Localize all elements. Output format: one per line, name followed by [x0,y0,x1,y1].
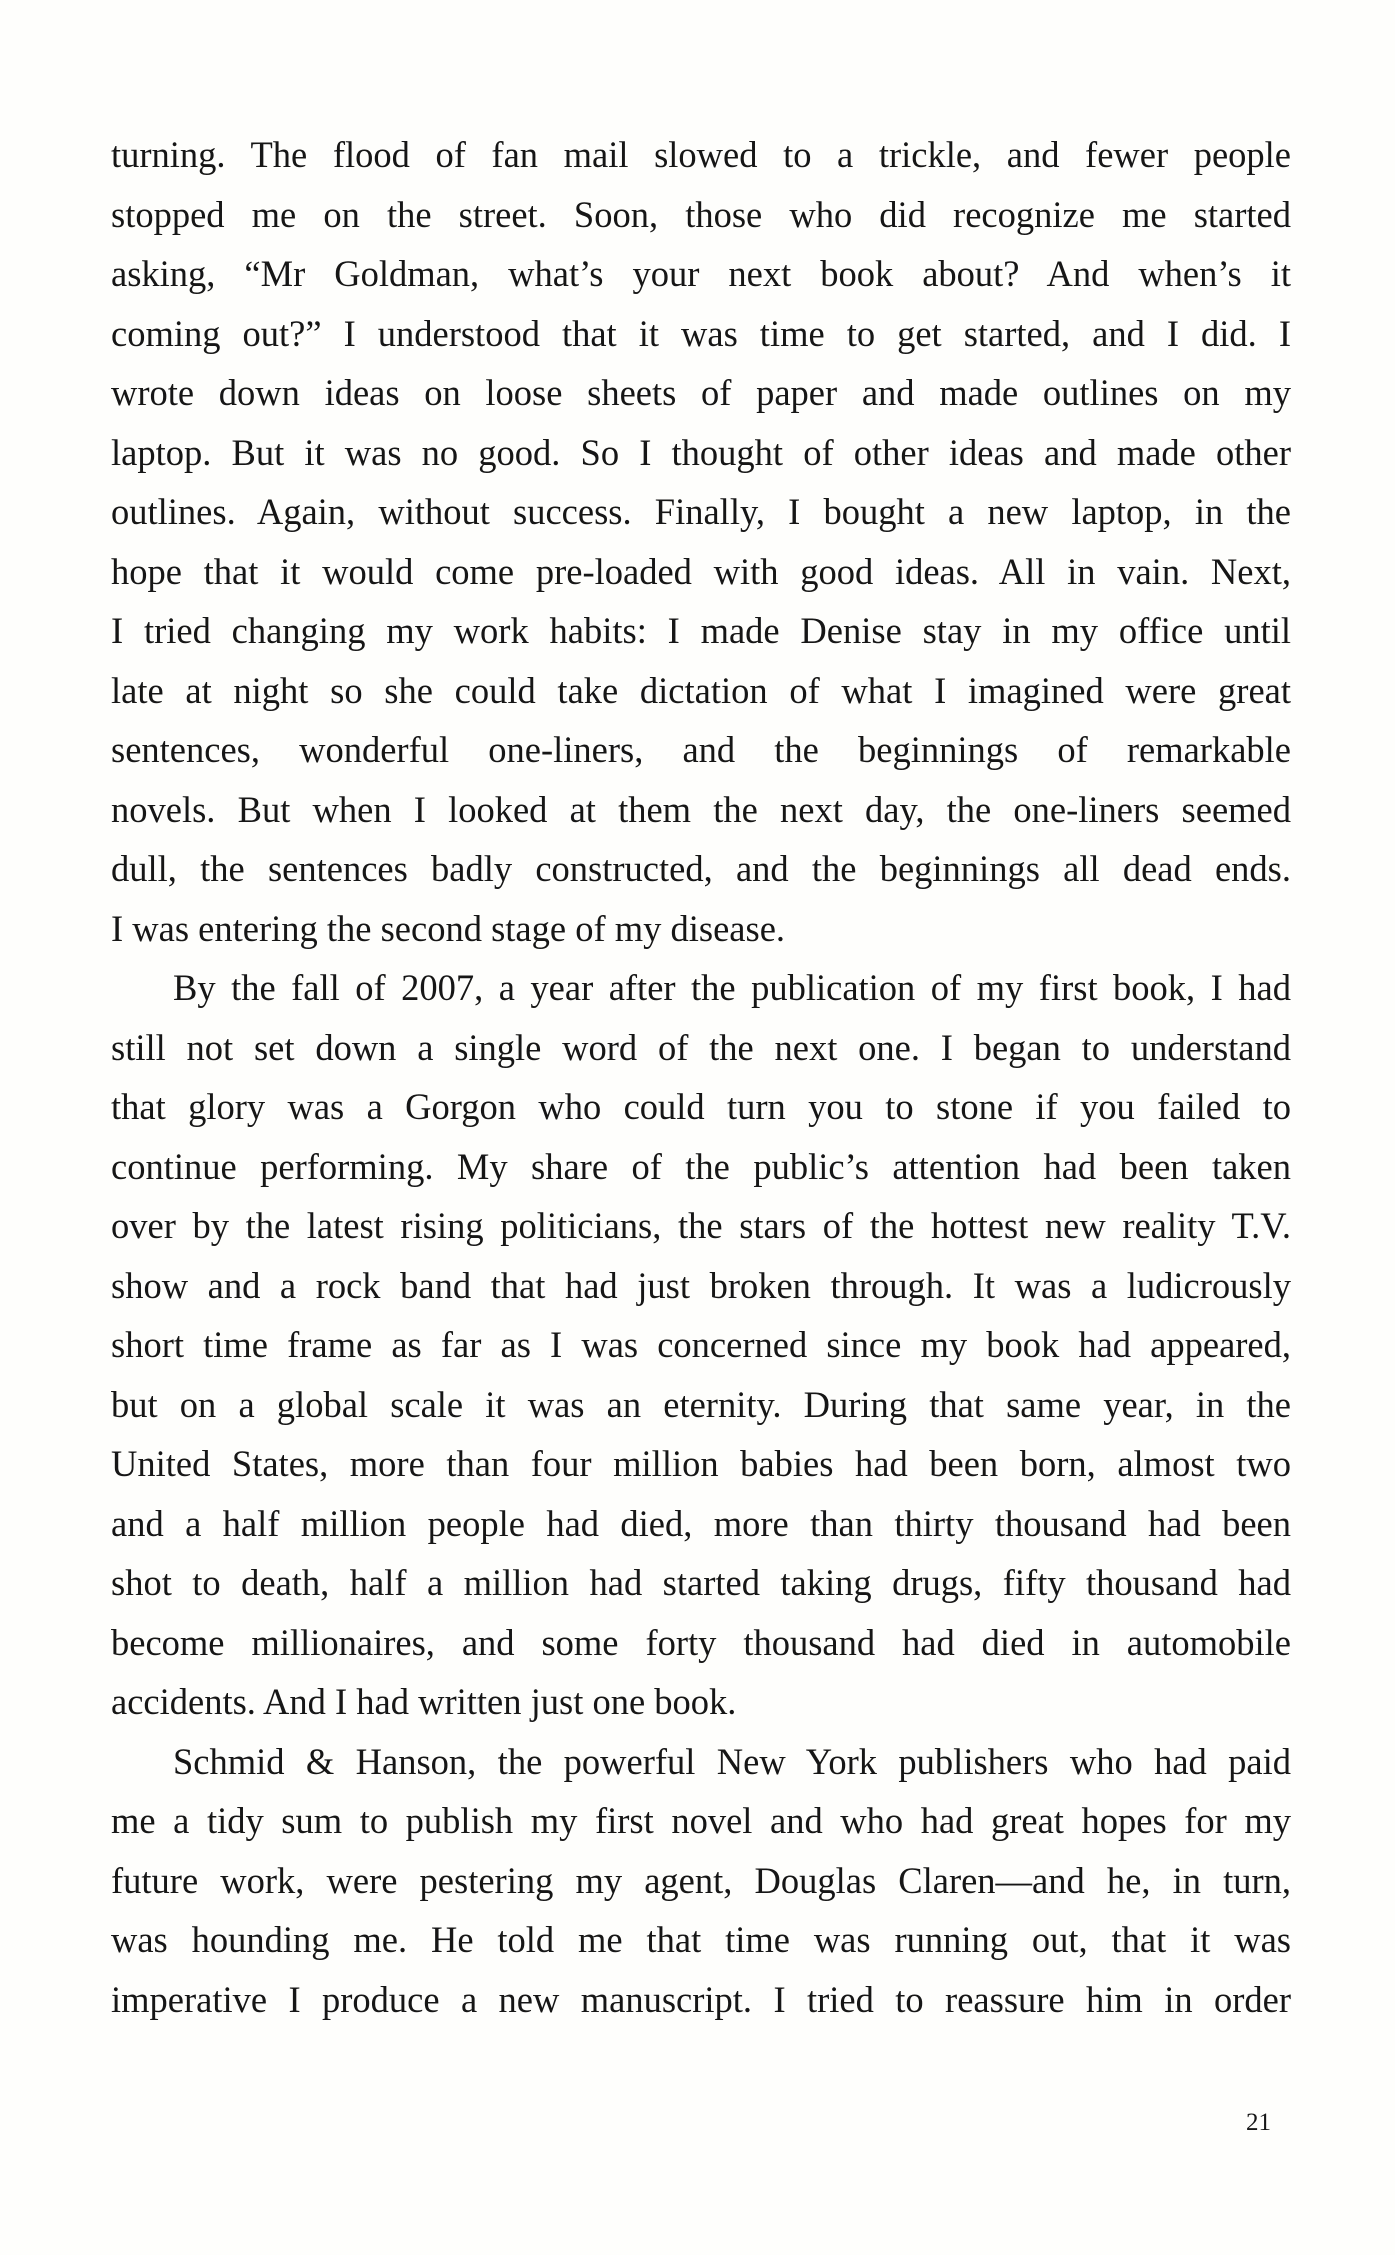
text-line: late at night so she could take dictation of what I imagined were great [111,669,1291,711]
text-line: accidents. And I had written just one book. [111,1681,737,1722]
text-line: but on a global scale it was an eternity. During that same year, in the [111,1383,1291,1425]
paragraph-3 [111,1732,1291,2030]
text-line: turning. The flood of fan mail slowed to a trickle, and fewer people [111,134,1291,175]
text-line: future work, were pestering my agent, Douglas Claren—and he, in turn, [111,1859,1291,1901]
text-line: outlines. Again, without success. Finally, I bought a new laptop, in the [111,491,1291,532]
text-line: I was entering the second stage of my disease. [111,907,786,949]
text-line: asking, “Mr Goldman, what’s your next book about? And when’s it [111,253,1291,294]
text-line: stopped me on the street. Soon, those who did recognize me started [111,193,1291,235]
text-line: that glory was a Gorgon who could turn you to stone if you failed to [111,1086,1291,1127]
text-line: was hounding me. He told me that time was running out, that it was [111,1919,1291,1960]
text-line: become millionaires, and some forty thousand had died in automobile [111,1621,1291,1663]
body-text [111,125,1291,2029]
text-line: imperative I produce a new manuscript. I tried to reassure him in order [111,1978,1291,2020]
page-number: 21 [1246,2109,1271,2136]
text-line: sentences, wonderful one-liners, and the beginnings of remarkable [111,729,1291,770]
text-line: laptop. But it was no good. So I thought of other ideas and made other [111,431,1291,473]
text-line: Schmid & Hanson, the powerful New York publishers who had paid [173,1740,1291,1782]
text-line: still not set down a single word of the next one. I began to understand [111,1026,1291,1068]
text-line: continue performing. My share of the public’s attention had been taken [111,1145,1291,1187]
text-line: show and a rock band that had just broken through. It was a ludicrously [111,1264,1291,1306]
text-line: United States, more than four million babies had been born, almost two [111,1443,1291,1484]
text-line: shot to death, half a million had started taking drugs, fifty thousand had [111,1562,1291,1603]
text-line: short time frame as far as I was concerned since my book had appeared, [111,1324,1291,1365]
text-line: over by the latest rising politicians, the stars of the hottest new reality T.V. [111,1205,1291,1246]
text-line: hope that it would come pre-loaded with good ideas. All in vain. Next, [111,550,1291,592]
text-line: By the fall of 2007, a year after the publication of my first book, I had [173,967,1291,1008]
text-line: dull, the sentences badly constructed, and the beginnings all dead ends. [111,848,1291,889]
text-line: wrote down ideas on loose sheets of paper and made outlines on my [111,372,1291,413]
text-line: novels. But when I looked at them the next day, the one-liners seemed [111,788,1291,830]
text-line: I tried changing my work habits: I made Denise stay in my office until [111,610,1291,651]
text-line: me a tidy sum to publish my first novel and who had great hopes for my [111,1800,1291,1841]
text-line: coming out?” I understood that it was time to get started, and I did. I [111,312,1291,354]
paragraph-1 [111,125,1291,958]
paragraph-2 [111,958,1291,1732]
text-line: and a half million people had died, more than thirty thousand had been [111,1502,1291,1544]
